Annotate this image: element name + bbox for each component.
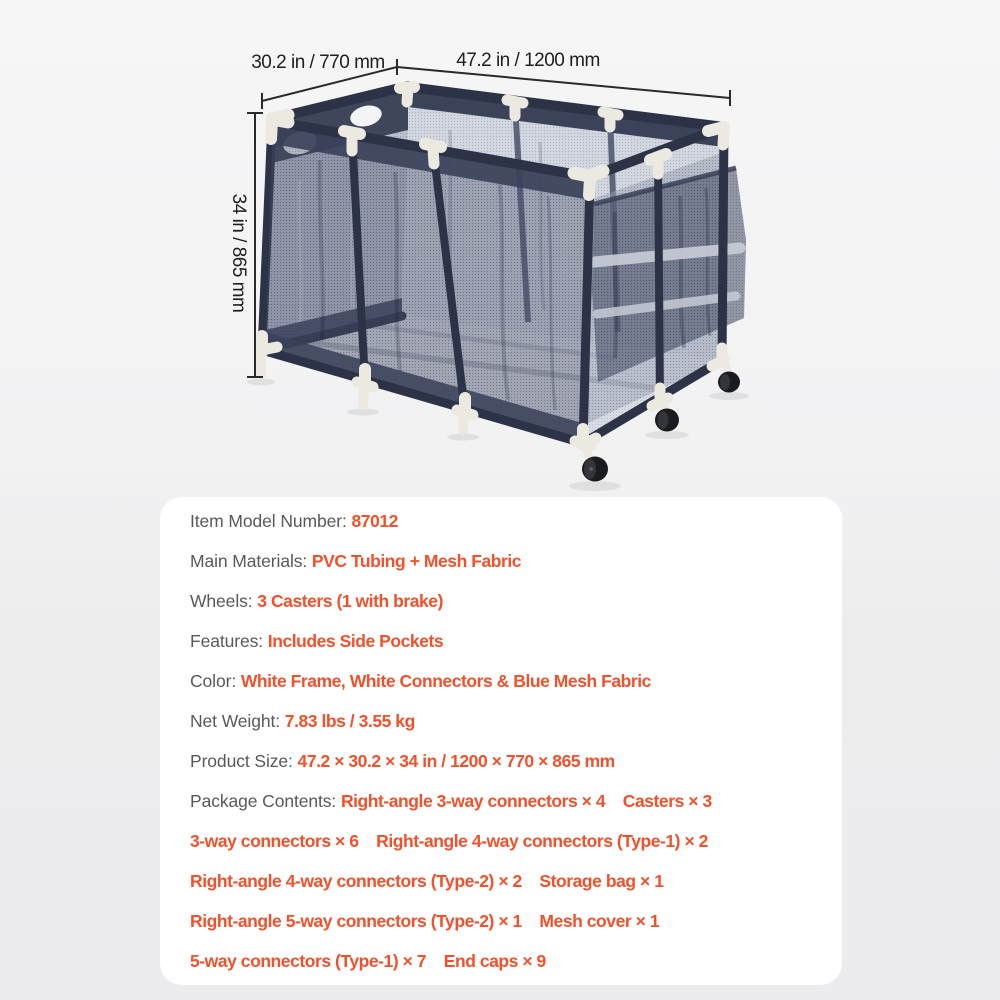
dim-label-height: 34 in / 865 mm — [228, 193, 249, 313]
caster-right-middle — [655, 409, 679, 432]
spec-value: Right-angle 5-way connectors (Type-2) × 1 Mesh cover × 1 — [190, 911, 660, 931]
spec-label: Main Materials: — [190, 551, 312, 571]
product-figure — [0, 0, 1000, 497]
spec-value: 87012 — [351, 511, 398, 531]
spec-card — [160, 497, 842, 985]
spec-row-size — [190, 741, 824, 781]
spec-label: Package Contents: — [190, 791, 341, 811]
spec-row-materials — [190, 541, 824, 581]
spec-value: PVC Tubing + Mesh Fabric — [311, 551, 522, 571]
spec-row-weight — [190, 701, 824, 741]
spec-row-package-2 — [190, 821, 824, 861]
spec-value: Right-angle 4-way connectors (Type-2) × 2 Storage bag × 1 — [190, 871, 664, 891]
caster-front — [582, 457, 608, 482]
spec-label: Wheels: — [190, 591, 258, 611]
spec-value: Right-angle 3-way connectors × 4 Casters × 3 — [340, 791, 712, 811]
right-mid-post — [658, 155, 660, 400]
spec-label: Features: — [190, 631, 268, 651]
spec-value: 5-way connectors (Type-1) × 7 End caps × 9 — [190, 951, 546, 971]
spec-row-features — [190, 621, 824, 661]
caster-back-right — [718, 372, 740, 393]
spec-value: 3-way connectors × 6 Right-angle 4-way connectors (Type-1) × 2 — [190, 831, 708, 851]
spec-label: Color: — [190, 671, 241, 691]
spec-row-package-1 — [190, 781, 824, 821]
dim-label-width: 47.2 in / 1200 mm — [456, 50, 600, 71]
spec-value: 3 Casters (1 with brake) — [257, 591, 443, 611]
spec-label: Item Model Number: — [190, 511, 352, 531]
spec-row-package-5 — [190, 941, 824, 981]
spec-value: White Frame, White Connectors & Blue Mesh Fabric — [240, 671, 651, 691]
dim-label-depth: 30.2 in / 770 mm — [251, 52, 385, 73]
spec-row-package-3 — [190, 861, 824, 901]
spec-value: 7.83 lbs / 3.55 kg — [284, 711, 415, 731]
spec-row-model — [190, 501, 824, 541]
spec-label: Product Size: — [190, 751, 298, 771]
spec-value: 47.2 × 30.2 × 34 in / 1200 × 770 × 865 mm — [297, 751, 615, 771]
spec-label: Net Weight: — [190, 711, 285, 731]
spec-row-package-4 — [190, 901, 824, 941]
spec-row-color — [190, 661, 824, 701]
spec-value: Includes Side Pockets — [267, 631, 444, 651]
back-right-post — [722, 129, 724, 360]
spec-row-wheels — [190, 581, 824, 621]
